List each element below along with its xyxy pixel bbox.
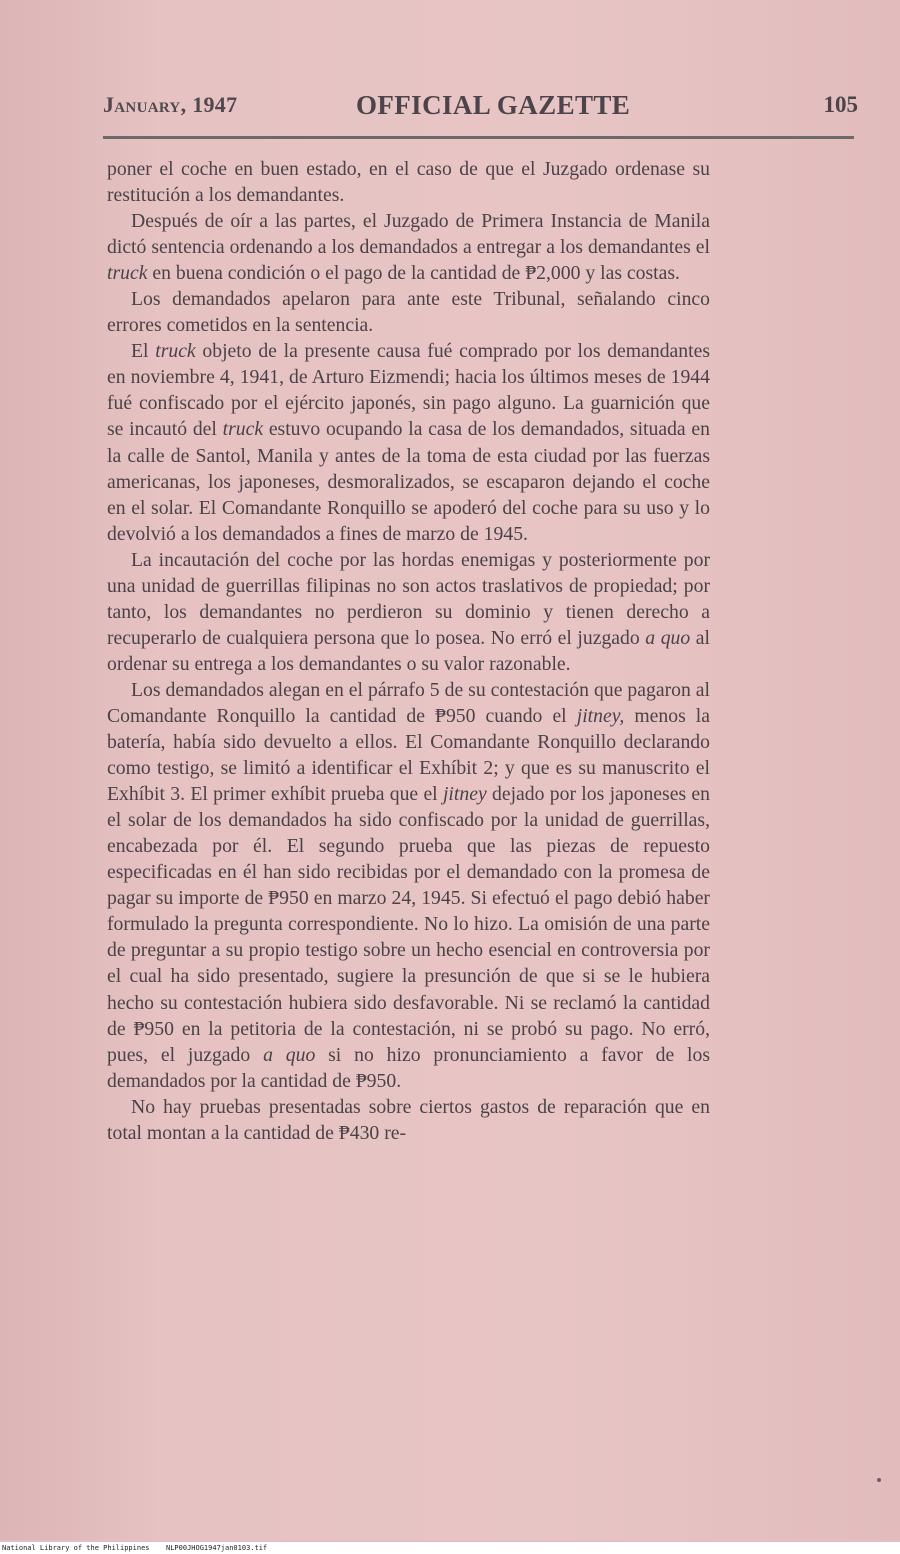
- footer-filename: NLP00JHOG1947jan0103.tif: [166, 1544, 268, 1552]
- text-run: dejado por los japoneses en el solar de los demandados ha sido confiscado por la unidad de guerrillas, encabezada por él. El segundo prueba que las piezas de repuesto especificadas en él han sido recibidas por el demandado con la promesa de pagar su importe de ₱950 en marzo 24, 1945. Si efectuó el pago debió haber formulado la pregunta correspondiente. No lo hizo. La omisión de una parte de preguntar a su propio testigo sobre un hecho esencial en controversia por el cual ha sido presentado, sugiere la presunción de que si se le hubiera hecho su contestación hubiera sido desfavorable. Ni se reclamó la cantidad de ₱950 en la petitoria de la contestación, ni se probó su pago. No erró, pues, el juzgado: [107, 783, 710, 1066]
- text-run: menos la batería, había sido devuelto a ellos. El Comandante Ronquillo declarando como testigo, se limitó a identificar el Exhíbit 2; y que es su manuscrito el Exhíbit 3. El primer exhíbit prueba que el: [107, 704, 711, 806]
- italic-term: truck: [107, 262, 148, 285]
- header-title: OFFICIAL GAZETTE: [356, 90, 631, 120]
- scan-speck: [877, 1478, 881, 1482]
- header-month: January,: [103, 92, 187, 117]
- page-header: [103, 92, 858, 126]
- text-run: Después de oír a las partes, el Juzgado de Primera Instancia de Manila dictó sentencia ordenando a los demandados a entregar a los demandantes el: [107, 210, 710, 259]
- body-text: [107, 156, 710, 1146]
- italic-term: a quo: [645, 626, 691, 649]
- text-run: estuvo ocupando la casa de los demandados, situada en la calle de Santol, Manila y antes de la toma de esta ciudad por las fuerzas americanas, los japoneses, desmoralizados, se escaparon dejando el coche en el solar. El Comandante Ronquillo se apoderó del coche para su uso y lo devolvió a los demandados a fines de marzo de 1945.: [107, 418, 710, 545]
- italic-term: jitney: [442, 783, 487, 806]
- text-run: No hay pruebas presentadas sobre ciertos gastos de reparación que en total montan a la cantidad de ₱430 re-: [107, 1095, 710, 1144]
- paragraph: [107, 338, 710, 546]
- text-run: La incautación del coche por las hordas enemigas y posteriormente por una unidad de guerrillas filipinas no son actos traslativos de propiedad; por tanto, los demandantes no perdieron su dominio y tienen derecho a recuperarlo de cualquiera persona que lo posea. No erró el juzgado: [107, 548, 710, 649]
- header-year: 1947: [192, 92, 238, 117]
- text-run: Los demandados alegan en el párrafo 5 de su contestación que pagaron al Comandante Ronquillo la cantidad de ₱950 cuando el: [107, 678, 710, 727]
- header-rule: [103, 136, 854, 139]
- italic-term: truck: [222, 418, 264, 441]
- text-run: si no hizo pronunciamiento a favor de los demandados por la cantidad de ₱950.: [107, 1043, 710, 1092]
- header-date: [103, 92, 237, 118]
- text-run: objeto de la presente causa fué comprado por los demandantes en noviembre 4, 1941, de Arturo Eizmendi; hacia los últimos meses de 1944 fué confiscado por el ejército japonés, sin pago alguno. La guarnición que se incautó del: [107, 340, 710, 441]
- paragraph: [107, 286, 710, 338]
- italic-term: jitney,: [576, 704, 625, 727]
- paragraph: [107, 677, 710, 1094]
- italic-term: truck: [155, 340, 196, 363]
- text-run: El: [131, 340, 156, 363]
- paragraph: [107, 208, 710, 286]
- header-page-number: 105: [823, 92, 858, 117]
- paragraph: [107, 547, 710, 677]
- paragraph: [107, 1094, 710, 1146]
- italic-term: a quo: [263, 1043, 316, 1066]
- scan-footer: [0, 1542, 900, 1554]
- footer-library: National Library of the Philippines: [2, 1544, 150, 1552]
- text-run: al ordenar su entrega a los demandantes o su valor razonable.: [107, 626, 710, 675]
- text-run: Los demandados apelaron para ante este Tribunal, señalando cinco errores cometidos en la sentencia.: [107, 288, 710, 337]
- text-run: poner el coche en buen estado, en el caso de que el Juzgado ordenase su restitución a los demandantes.: [107, 158, 710, 207]
- paragraph: [107, 156, 710, 208]
- text-run: en buena condición o el pago de la cantidad de ₱2,000 y las costas.: [147, 262, 680, 285]
